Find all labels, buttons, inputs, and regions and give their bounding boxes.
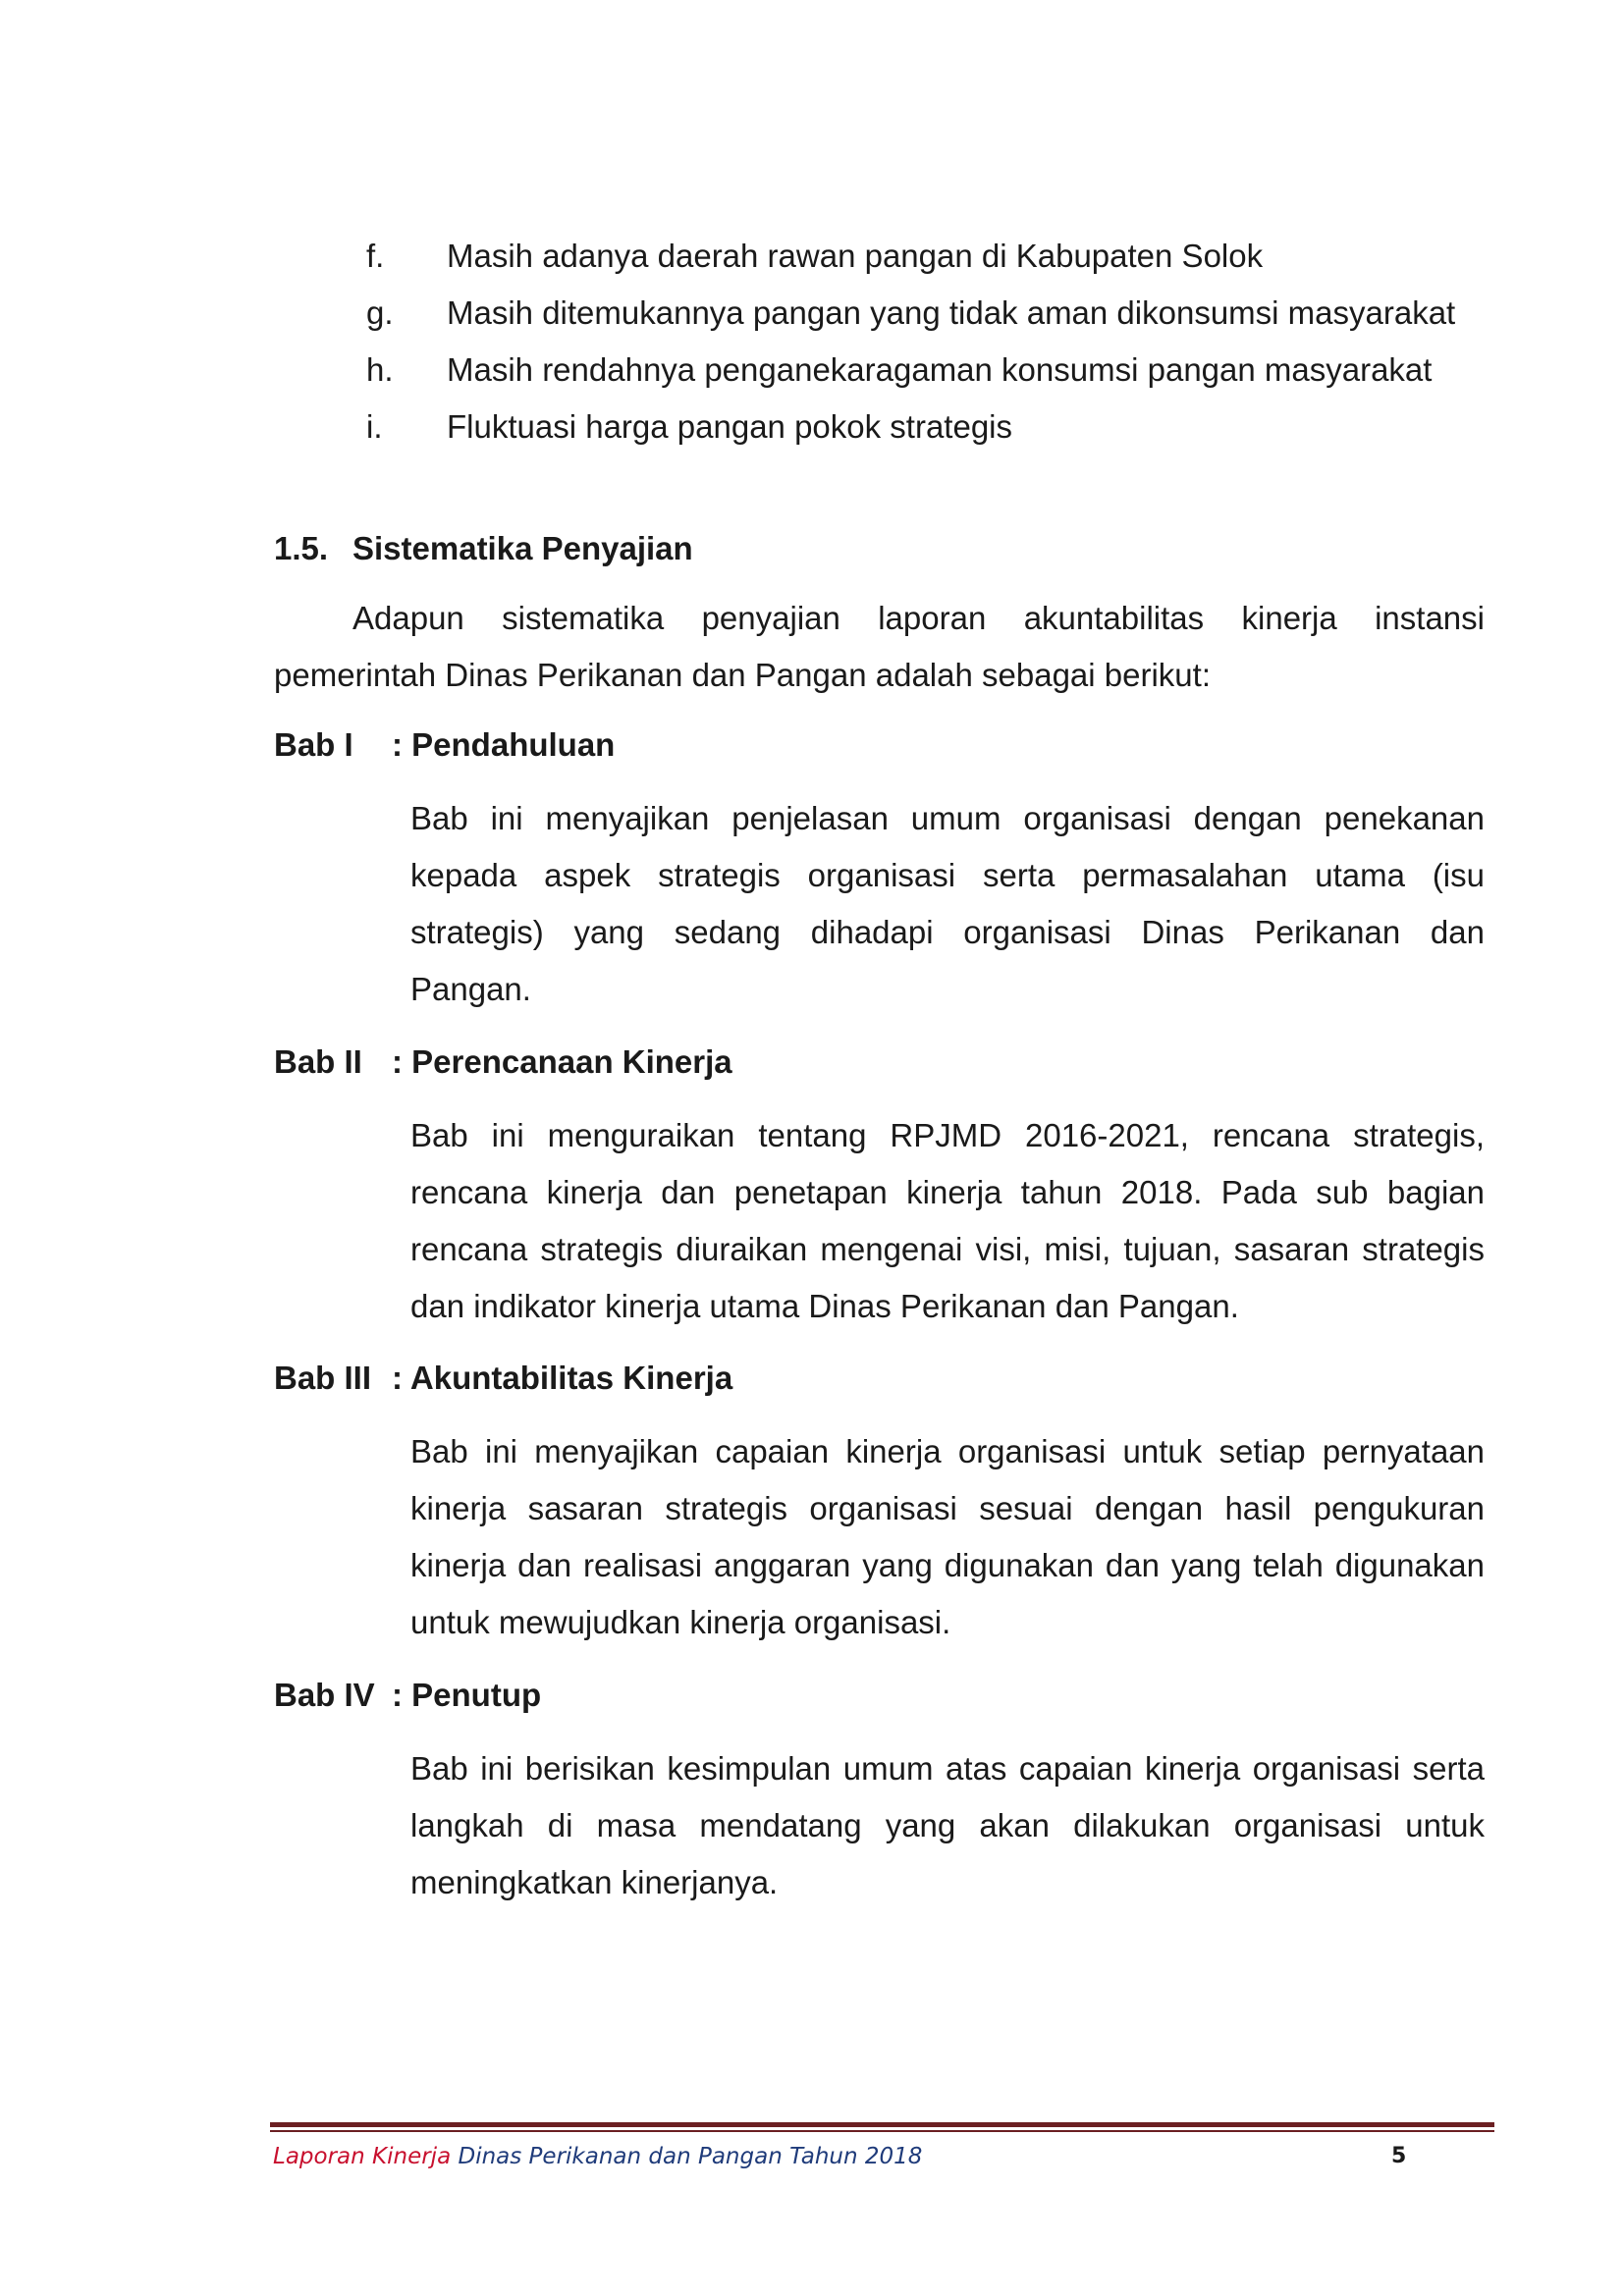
chapter-heading: [274, 1350, 732, 1407]
issue-list: [366, 228, 1486, 455]
paragraph-line: rencana kinerja dan penetapan kinerja tahun 2018. Pada sub bagian: [410, 1174, 1485, 1210]
footer-title: [273, 2140, 922, 2173]
chapter-description: [410, 1423, 1485, 1651]
paragraph-line: Bab ini menyajikan capaian kinerja organisasi untuk setiap pernyataan: [410, 1433, 1485, 1469]
chapter-code: Bab II: [274, 1043, 362, 1080]
paragraph-line: kinerja sasaran strategis organisasi sesuai dengan hasil pengukuran: [410, 1490, 1485, 1526]
list-marker: h.: [366, 351, 394, 388]
list-marker: f.: [366, 238, 385, 274]
chapter-code: Bab IV: [274, 1677, 375, 1713]
chapter-code: Bab I: [274, 726, 353, 763]
paragraph-line: kinerja dan realisasi anggaran yang digunakan dan yang telah digunakan: [410, 1547, 1485, 1583]
list-marker: g.: [366, 294, 394, 331]
list-text: Fluktuasi harga pangan pokok strategis: [447, 408, 1013, 445]
chapter-heading: [274, 717, 615, 774]
list-item: [366, 342, 1486, 399]
paragraph-line: pemerintah Dinas Perikanan dan Pangan adalah sebagai berikut:: [274, 657, 1211, 693]
footer-accent-text: Laporan Kinerja: [273, 2144, 452, 2169]
intro-paragraph: [274, 590, 1485, 704]
list-text: Masih adanya daerah rawan pangan di Kabupaten Solok: [447, 238, 1264, 274]
chapter-description: [410, 1740, 1485, 1911]
list-text: Masih ditemukannya pangan yang tidak aman dikonsumsi masyarakat: [447, 294, 1456, 331]
paragraph-line: untuk mewujudkan kinerja organisasi.: [410, 1604, 951, 1640]
footer-rule: [270, 2130, 1494, 2132]
list-item: [366, 399, 1486, 455]
paragraph-line: strategis) yang sedang dihadapi organisasi Dinas Perikanan dan: [410, 914, 1485, 950]
chapter-description: [410, 1107, 1485, 1335]
chapter-description: [410, 790, 1485, 1018]
chapter-heading: [274, 1667, 541, 1724]
chapter-title: : Akuntabilitas Kinerja: [392, 1360, 733, 1396]
list-item: [366, 228, 1486, 285]
paragraph-line: meningkatkan kinerjanya.: [410, 1864, 779, 1900]
section-heading: [274, 520, 693, 577]
list-text: Masih rendahnya penganekaragaman konsumsi pangan masyarakat: [447, 351, 1433, 388]
chapter-title: : Pendahuluan: [392, 726, 616, 763]
section-title: Sistematika Penyajian: [352, 530, 693, 566]
footer-rest-text: Dinas Perikanan dan Pangan Tahun 2018: [451, 2144, 923, 2169]
chapter-heading: [274, 1034, 732, 1091]
chapter-title: : Perencanaan Kinerja: [392, 1043, 732, 1080]
page-number: 5: [1391, 2144, 1407, 2168]
chapter-code: Bab III: [274, 1360, 372, 1396]
list-marker: i.: [366, 408, 383, 445]
paragraph-line: Adapun sistematika penyajian laporan akuntabilitas kinerja instansi: [352, 600, 1485, 636]
paragraph-line: Bab ini menguraikan tentang RPJMD 2016-2021, rencana strategis,: [410, 1117, 1485, 1153]
paragraph-line: dan indikator kinerja utama Dinas Perikanan dan Pangan.: [410, 1288, 1239, 1324]
section-number: 1.5.: [274, 530, 329, 566]
paragraph-line: rencana strategis diuraikan mengenai visi, misi, tujuan, sasaran strategis: [410, 1231, 1485, 1267]
paragraph-line: Bab ini berisikan kesimpulan umum atas capaian kinerja organisasi serta: [410, 1750, 1485, 1787]
paragraph-line: langkah di masa mendatang yang akan dilakukan organisasi untuk: [410, 1807, 1485, 1843]
paragraph-line: kepada aspek strategis organisasi serta permasalahan utama (isu: [410, 857, 1485, 893]
paragraph-line: Bab ini menyajikan penjelasan umum organisasi dengan penekanan: [410, 800, 1485, 836]
list-item: [366, 285, 1486, 342]
footer-rule: [270, 2122, 1494, 2127]
chapter-title: : Penutup: [392, 1677, 542, 1713]
paragraph-line: Pangan.: [410, 971, 531, 1007]
